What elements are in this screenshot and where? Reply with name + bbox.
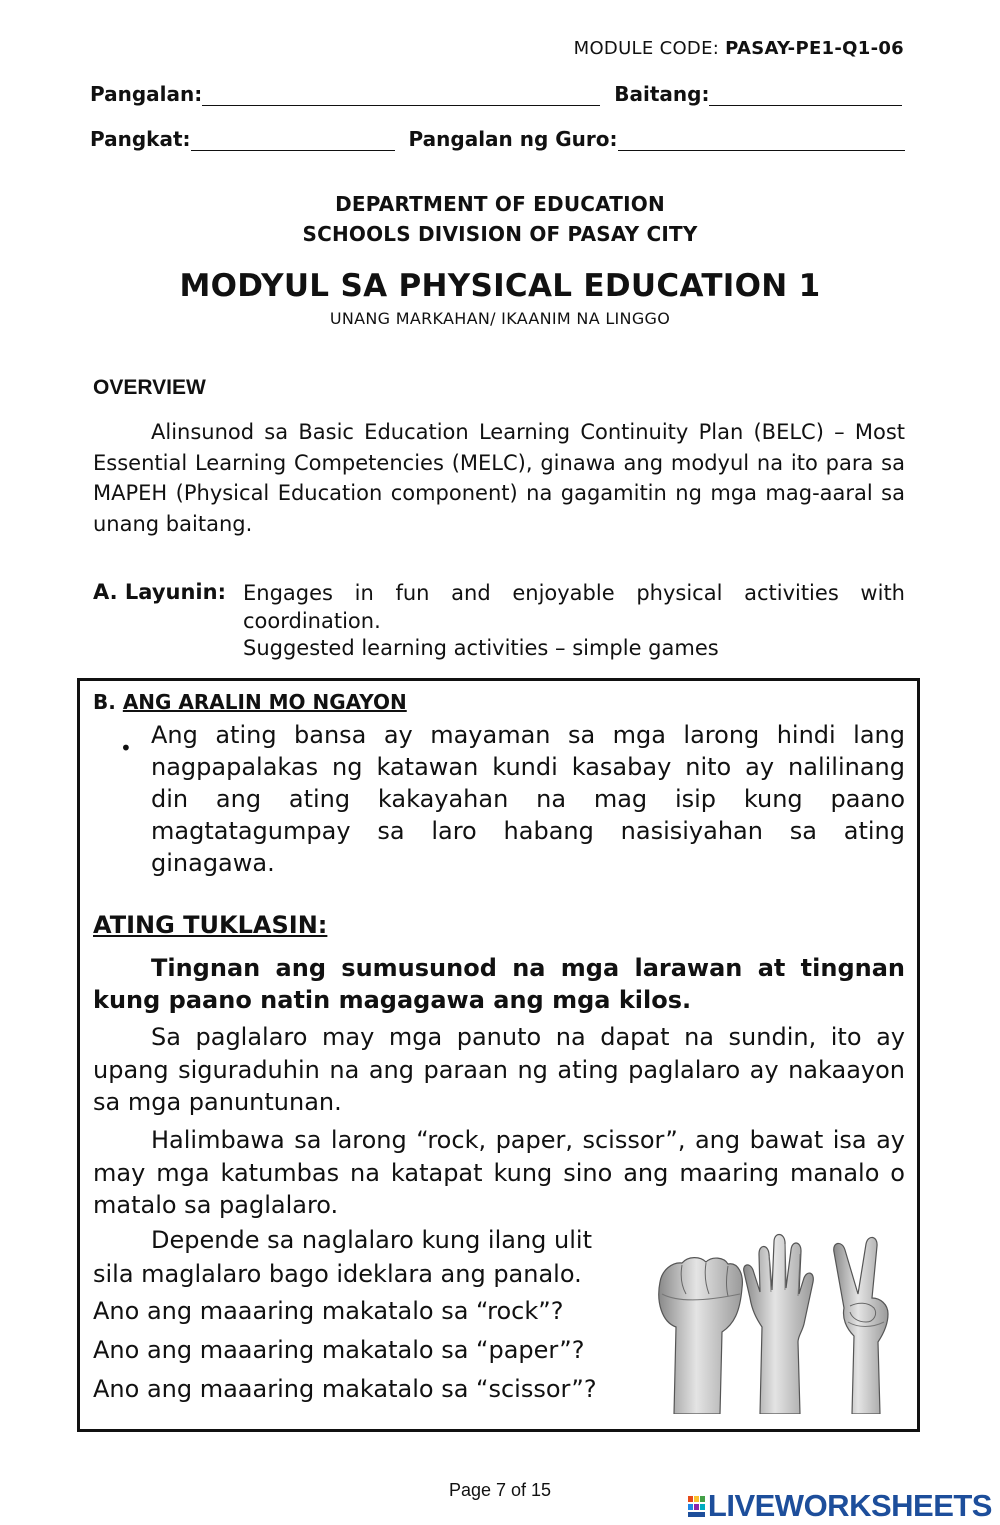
module-code-value: PASAY-PE1-Q1-06 xyxy=(725,38,904,59)
rock-paper-scissors-image xyxy=(652,1232,908,1414)
division-heading: SCHOOLS DIVISION OF PASAY CITY xyxy=(302,222,698,246)
section-field[interactable] xyxy=(191,132,395,151)
lesson-heading xyxy=(93,690,407,714)
teacher-field[interactable] xyxy=(618,132,905,151)
liveworksheets-text: LIVEWORKSHEETS xyxy=(707,1488,992,1523)
grade-field[interactable] xyxy=(709,87,902,106)
section-teacher-row xyxy=(90,127,905,151)
department-heading: DEPARTMENT OF EDUCATION xyxy=(335,192,665,216)
question-rock: Ano ang maaaring makatalo sa “rock”? xyxy=(93,1297,564,1325)
name-label: Pangalan: xyxy=(90,82,203,106)
module-code xyxy=(574,38,904,59)
discover-paragraph-3-line-2: sila maglalaro bago ideklara ang panalo. xyxy=(93,1260,582,1288)
lesson-heading-text: ANG ARALIN MO NGAYON xyxy=(122,690,407,714)
page-number: Page 7 of 15 xyxy=(448,1480,552,1500)
discover-heading: ATING TUKLASIN: xyxy=(93,911,328,939)
rock-hand-icon xyxy=(659,1258,743,1414)
scissors-hand-icon xyxy=(834,1237,888,1414)
liveworksheets-logo-icon xyxy=(688,1496,706,1518)
section-label: Pangkat: xyxy=(90,127,191,151)
paper-hand-icon xyxy=(744,1235,814,1415)
objective-activities: Suggested learning activities – simple games xyxy=(243,636,719,660)
objective-text: Engages in fun and enjoyable physical activities with coordination. xyxy=(243,581,905,633)
lesson-letter: B. xyxy=(93,690,116,714)
overview-text: Alinsunod sa Basic Education Learning Continuity Plan (BELC) – Most Essential Learning Competencies (MELC), ginawa ang modyul na ito para sa MAPEH (Physical Education component) na gagamitin ng mga mag-aaral sa unang baitang. xyxy=(93,420,905,536)
liveworksheets-brand[interactable] xyxy=(688,1488,992,1524)
module-code-label: MODULE CODE: xyxy=(573,38,720,59)
question-scissor: Ano ang maaaring makatalo sa “scissor”? xyxy=(93,1375,597,1403)
grade-label: Baitang: xyxy=(614,82,710,106)
objective-label: A. Layunin: xyxy=(93,580,226,604)
overview-heading: OVERVIEW xyxy=(93,376,206,399)
teacher-label: Pangalan ng Guro: xyxy=(408,127,618,151)
bullet-dot: • xyxy=(120,736,132,760)
page-subtitle: UNANG MARKAHAN/ IKAANIM NA LINGGO xyxy=(329,309,671,328)
name-field[interactable] xyxy=(202,87,600,106)
discover-paragraph-1: Sa paglalaro may mga panuto na dapat na sundin, ito ay upang siguraduhin na ang paraan ng ating paglalaro ay nakaayon sa mga panuntunan. xyxy=(93,1023,905,1116)
discover-paragraph-3-line-1: Depende sa naglalaro kung ilang ulit xyxy=(151,1226,592,1254)
name-grade-row xyxy=(90,82,902,106)
discover-paragraph-2: Halimbawa sa larong “rock, paper, scissor”, ang bawat isa ay may mga katumbas na katapat kung sino ang maaring manalo o matalo sa paglalaro. xyxy=(93,1126,905,1219)
page-title: MODYUL SA PHYSICAL EDUCATION 1 xyxy=(179,268,821,304)
question-paper: Ano ang maaaring makatalo sa “paper”? xyxy=(93,1336,585,1364)
discover-instruction: Tingnan ang sumusunod na mga larawan at tingnan kung paano natin magagawa ang mga kilos. xyxy=(93,954,905,1014)
lesson-bullet: Ang ating bansa ay mayaman sa mga larong hindi lang nagpapalakas ng katawan kundi kasabay nito ay nalilinang din ang ating kakayahan na mag isip kung paano magtatagumpay sa laro habang nasisiyahan sa ating ginagawa. xyxy=(151,721,905,877)
